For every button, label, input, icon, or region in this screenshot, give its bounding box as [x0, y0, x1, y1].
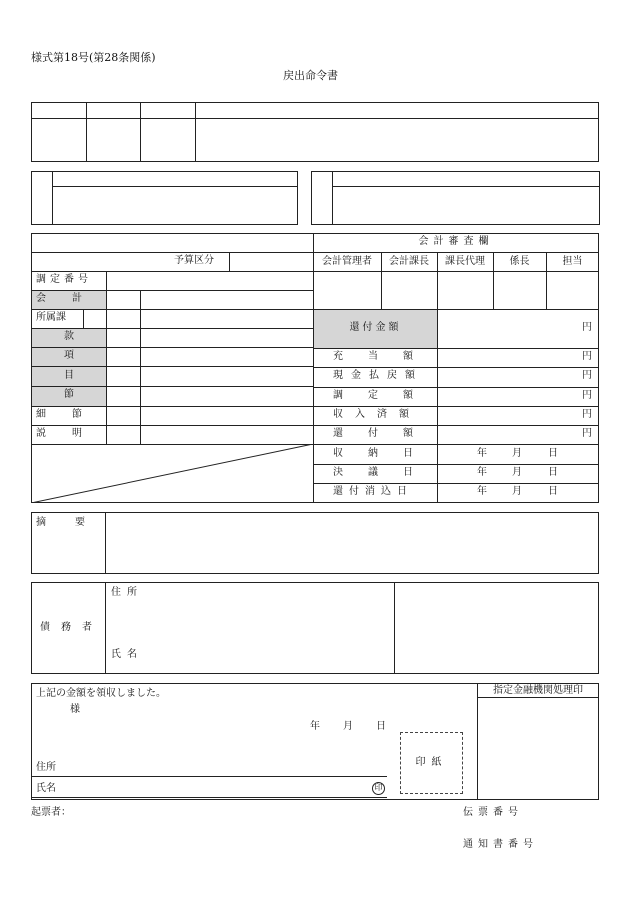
- budget-row-label: 所属課: [36, 312, 66, 323]
- budget-row-label: 細節: [36, 409, 108, 420]
- audit-column-header: 課長代理: [445, 256, 485, 267]
- audit-column-header: 会計課長: [389, 256, 429, 267]
- budget-row-label: 項: [64, 350, 74, 361]
- date-row-label: 決議日: [333, 467, 438, 478]
- bank-seal-label: 指定金融機関処理印: [493, 685, 583, 696]
- debtor-label: 債務者: [40, 622, 103, 633]
- summary-label: 摘要: [36, 517, 114, 528]
- year-unit: 年: [477, 486, 487, 497]
- month-unit: 月: [512, 467, 522, 478]
- refund-amount-label: 還付金額: [349, 322, 402, 333]
- yen-unit: 円: [582, 390, 592, 401]
- date-row-label: 収納日: [333, 448, 438, 459]
- drafter-label: 起票者：: [31, 807, 71, 818]
- year-unit: 年: [477, 448, 487, 459]
- slip-number-label: 伝票番号: [463, 807, 523, 818]
- receipt-name-label: 氏名: [36, 783, 56, 794]
- year-unit: 年: [310, 721, 320, 732]
- yen-unit: 円: [582, 322, 592, 333]
- yen-unit: 円: [582, 428, 592, 439]
- left-blank-box: [31, 171, 298, 225]
- month-unit: 月: [512, 486, 522, 497]
- day-unit: 日: [548, 467, 558, 478]
- receipt-box: [31, 683, 599, 800]
- diagonal-line: [31, 444, 314, 503]
- form-number: 様式第18号(第28条関係): [31, 51, 156, 64]
- year-unit: 年: [477, 467, 487, 478]
- document-title: 戻出命令書: [283, 69, 338, 82]
- audit-title: 会計審査欄: [418, 236, 494, 247]
- month-unit: 月: [512, 448, 522, 459]
- seal-mark: 印: [374, 783, 383, 792]
- right-blank-box: [311, 171, 600, 225]
- audit-column-header: 会計管理者: [322, 256, 372, 267]
- amount-row-label: 収入済額: [333, 409, 421, 420]
- day-unit: 日: [548, 448, 558, 459]
- budget-label: 予算区分: [174, 255, 214, 266]
- amount-row-label: 還付額: [333, 428, 438, 439]
- day-unit: 日: [376, 721, 386, 732]
- debtor-name-label: 氏名: [111, 649, 143, 660]
- budget-row-label: 目: [64, 370, 74, 381]
- amount-row-label: 現金払戻額: [333, 370, 423, 381]
- yen-unit: 円: [582, 351, 592, 362]
- budget-row-label: 款: [64, 331, 74, 342]
- date-row-label: 還付消込日: [333, 486, 413, 497]
- debtor-address-label: 住所: [111, 587, 143, 598]
- receipt-honorific: 様: [70, 704, 80, 715]
- amount-row-label: 調定額: [333, 390, 438, 401]
- budget-row-label: 節: [64, 389, 74, 400]
- budget-row-label: 説明: [36, 428, 108, 439]
- audit-column-header: 担当: [562, 256, 583, 267]
- budget-row-label: 調定番号: [36, 274, 92, 285]
- budget-row-label: 会計: [36, 293, 108, 304]
- revenue-stamp-label: 印紙: [415, 757, 448, 768]
- receipt-address-label: 住所: [36, 762, 56, 773]
- amount-row-label: 充当額: [333, 351, 438, 362]
- month-unit: 月: [343, 721, 353, 732]
- yen-unit: 円: [582, 409, 592, 420]
- notice-number-label: 通知書番号: [463, 839, 538, 850]
- yen-unit: 円: [582, 370, 592, 381]
- top-grid: [31, 102, 599, 162]
- receipt-statement: 上記の金額を領収しました。: [36, 688, 166, 699]
- summary-box: [31, 512, 599, 574]
- day-unit: 日: [548, 486, 558, 497]
- audit-column-header: 係長: [509, 256, 530, 267]
